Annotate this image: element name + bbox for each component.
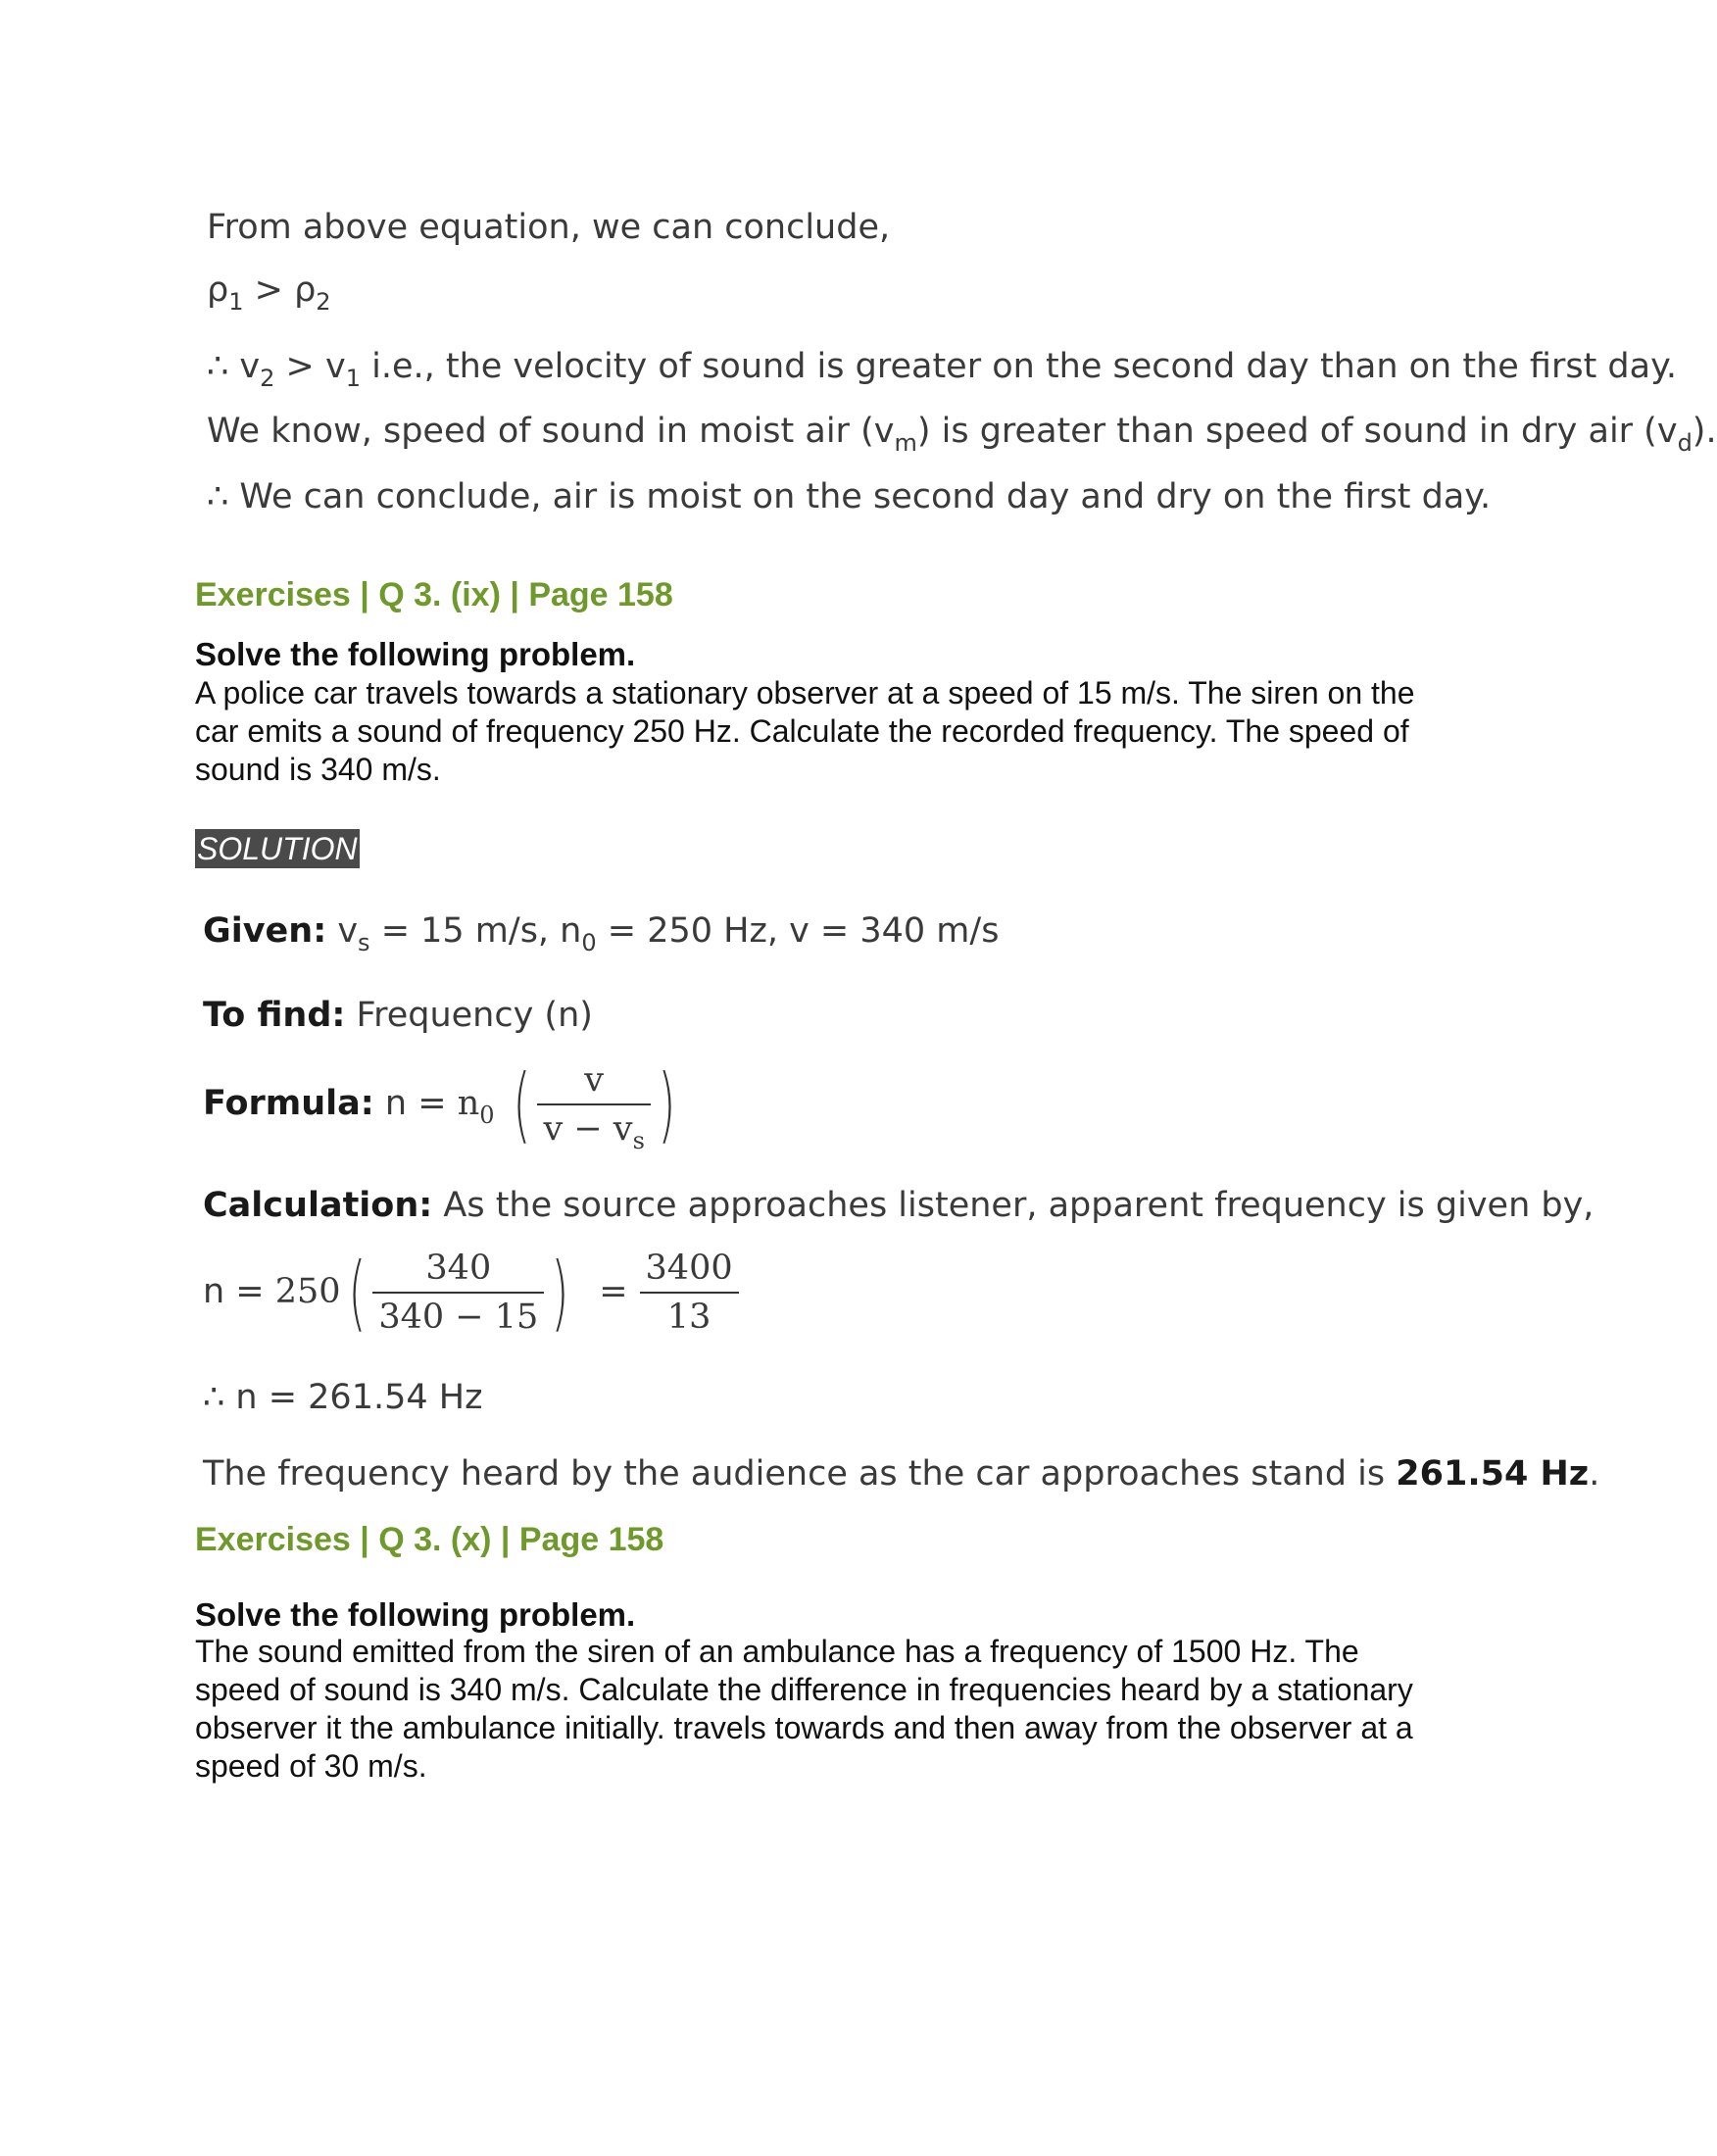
- calculation-line: [203, 1186, 1594, 1225]
- rho-subscript: 2: [316, 288, 331, 316]
- formula-line: [203, 1056, 683, 1154]
- subscript: d: [1677, 429, 1692, 457]
- question-line: A police car travels towards a stationary observer at a speed of 15 m/s. The siren on the: [195, 675, 1415, 710]
- rho-relation: [207, 270, 331, 316]
- conclusion-line: ∴ We can conclude, air is moist on the second day and dry on the first day.: [207, 477, 1492, 516]
- question-line: car emits a sound of frequency 250 Hz. Calculate the recorded frequency. The speed of: [195, 713, 1409, 749]
- greater-than: >: [243, 270, 295, 310]
- subscript: m: [894, 429, 917, 457]
- question-text: [195, 674, 1415, 789]
- intro-line: From above equation, we can conclude,: [207, 208, 891, 247]
- exercise-heading: Exercises | Q 3. (ix) | Page 158: [195, 576, 673, 613]
- text-run: ) is greater than speed of sound in dry air (v: [916, 412, 1678, 451]
- subscript: s: [632, 1127, 645, 1154]
- exercise-heading: Exercises | Q 3. (x) | Page 158: [195, 1521, 664, 1558]
- result-line: ∴ n = 261.54 Hz: [203, 1378, 483, 1417]
- subscript: 0: [581, 929, 597, 956]
- subscript: 2: [260, 365, 275, 392]
- text-run: n =: [373, 1084, 458, 1123]
- text-run: i.e., the velocity of sound is greater on the second day than on the first day.: [360, 347, 1677, 386]
- question-line: speed of sound is 340 m/s. Calculate the difference in frequencies heard by a stationary: [195, 1672, 1413, 1707]
- calc-fraction: [372, 1249, 544, 1337]
- text-run: As the source approaches listener, apparent frequency is given by,: [432, 1186, 1594, 1225]
- rho-symbol: ρ: [207, 270, 229, 310]
- rho-subscript: 1: [228, 288, 244, 316]
- text-run: .: [1589, 1454, 1600, 1494]
- formula-fraction: [537, 1060, 650, 1154]
- question-title: Solve the following problem.: [195, 636, 636, 672]
- final-answer: [203, 1454, 1599, 1494]
- solution-badge: SOLUTION: [197, 831, 358, 866]
- to-find-line: [203, 996, 593, 1035]
- question-line: sound is 340 m/s.: [195, 752, 441, 787]
- fraction-numerator: v: [584, 1060, 605, 1100]
- given-line: [203, 911, 1000, 956]
- calculation-label: Calculation:: [203, 1186, 433, 1225]
- question-line: observer it the ambulance initially. travels towards and then away from the observer at a: [195, 1710, 1413, 1745]
- result-fraction: [640, 1249, 739, 1337]
- text-run: > v: [274, 347, 346, 386]
- text-run: = 250 Hz, v = 340 m/s: [596, 911, 1000, 951]
- given-label: Given:: [203, 911, 327, 951]
- text-run: The frequency heard by the audience as the car approaches stand is: [203, 1454, 1397, 1494]
- subscript: s: [358, 929, 370, 956]
- velocity-relation: [207, 347, 1677, 392]
- text-run: = 15 m/s, n: [369, 911, 582, 951]
- calculation-equation: [203, 1245, 739, 1341]
- fraction-denominator: 13: [640, 1292, 739, 1337]
- fraction-numerator: 3400: [645, 1249, 733, 1288]
- right-paren: ): [551, 1245, 569, 1341]
- text-run: ).: [1692, 412, 1717, 451]
- moist-air-line: [207, 412, 1717, 457]
- left-paren: (: [347, 1245, 366, 1341]
- fraction-denominator: 340 − 15: [372, 1292, 544, 1337]
- equals-sign: =: [599, 1272, 628, 1311]
- question-text: [195, 1633, 1413, 1786]
- text-run: We know, speed of sound in moist air (v: [207, 412, 895, 451]
- coefficient: 250: [274, 1272, 341, 1311]
- text-run: n =: [203, 1272, 275, 1311]
- to-find-label: To find:: [203, 996, 346, 1035]
- text-run: Frequency (n): [345, 996, 593, 1035]
- text-run: v − v: [543, 1109, 633, 1149]
- text-run: ∴ v: [207, 347, 261, 386]
- final-value: 261.54 Hz: [1396, 1454, 1590, 1494]
- fraction-denominator: [537, 1103, 650, 1154]
- question-line: The sound emitted from the siren of an ambulance has a frequency of 1500 Hz. The: [195, 1634, 1359, 1669]
- rho-symbol: ρ: [294, 270, 317, 310]
- n0-symbol: n: [457, 1084, 480, 1123]
- formula-label: Formula:: [203, 1084, 374, 1123]
- text-run: v: [326, 911, 359, 951]
- question-line: speed of 30 m/s.: [195, 1748, 427, 1784]
- subscript: 1: [345, 365, 361, 392]
- question-title: Solve the following problem.: [195, 1596, 636, 1633]
- right-paren: ): [658, 1056, 676, 1152]
- fraction-numerator: 340: [425, 1249, 492, 1288]
- subscript: 0: [479, 1102, 495, 1129]
- left-paren: (: [513, 1056, 531, 1152]
